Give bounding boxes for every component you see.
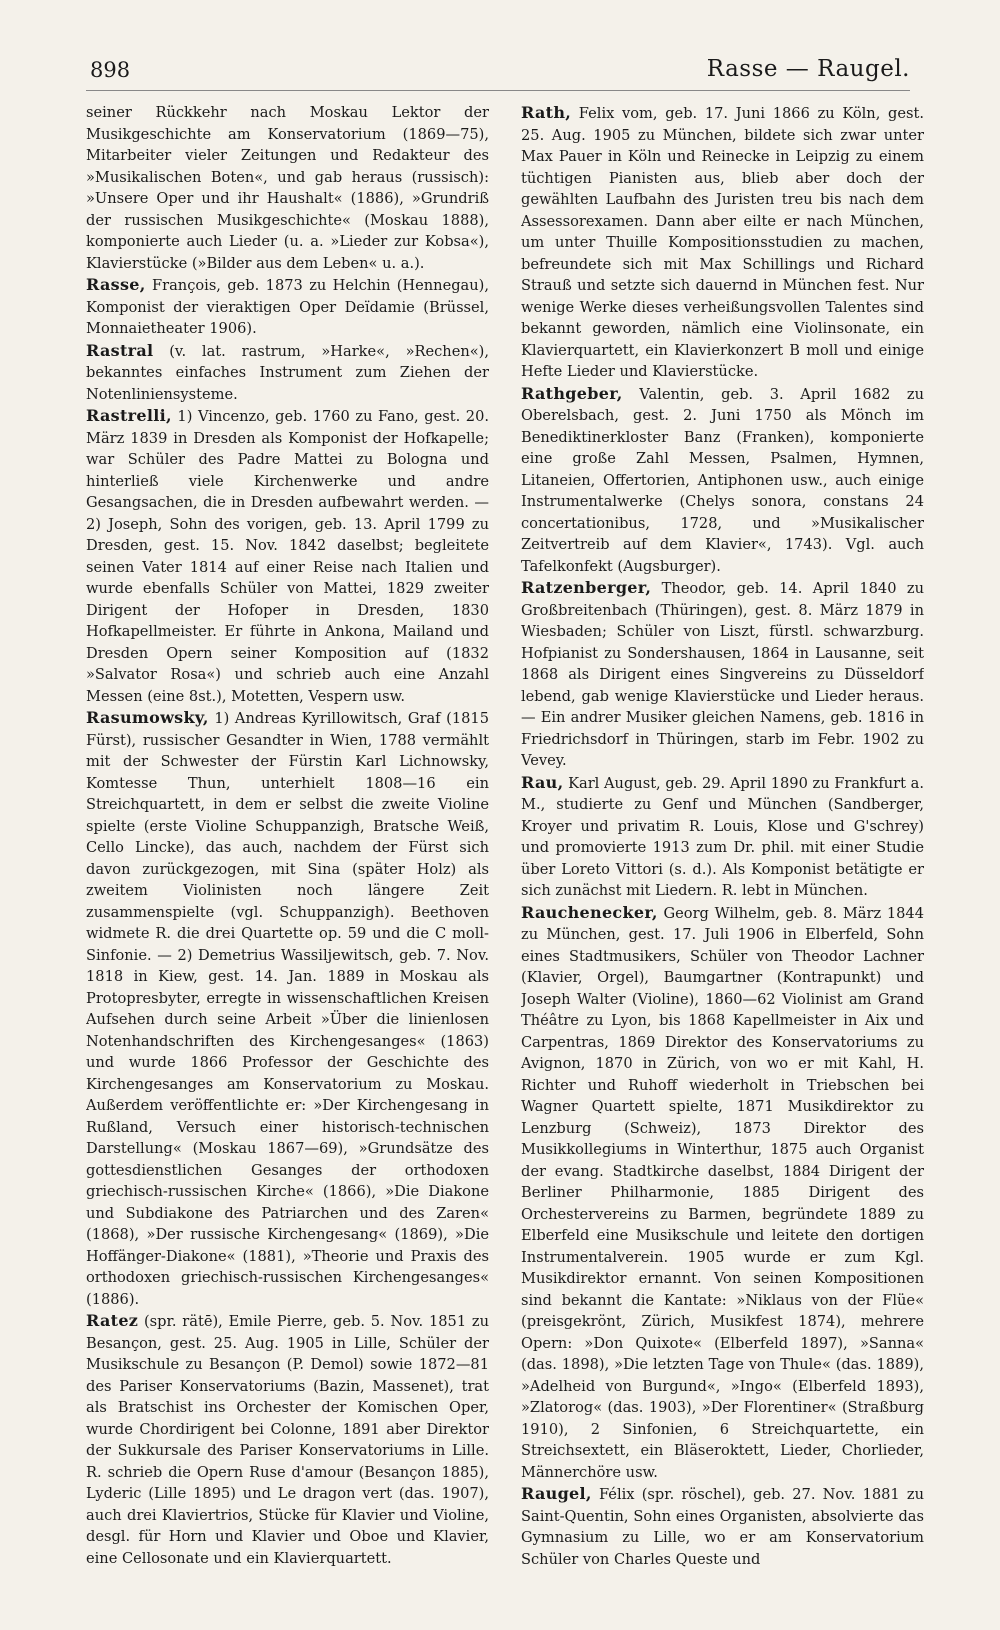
entry-continuation xyxy=(86,102,489,274)
entry-rastral xyxy=(86,340,489,406)
entry-rasse xyxy=(86,274,489,340)
entry-headword: Rauchenecker, xyxy=(521,902,658,922)
entry-headword: Rath, xyxy=(521,103,572,122)
entry-rastrelli xyxy=(86,405,489,707)
entry-headword: Rasse, xyxy=(86,275,146,294)
running-head: Rasse — Raugel. xyxy=(706,56,910,82)
entry-text: 1) Vincenzo, geb. 1760 zu Fano, gest. 20. März 1839 in Dresden als Komponist der Hofkapelle; war Schüler des Padre Mattei zu Bologna und hinterließ viele Kirchenwerke und andre Gesangsachen, die in Dresden aufbewahrt werden. — 2) Joseph, Sohn des vorigen, geb. 13. April 1799 zu Dresden, gest. 15. Nov. 1842 daselbst; begleitete seinen Vater 1814 auf einer Reise nach Italien und wurde ebenfalls Schüler von Mattei, 1829 zweiter Dirigent der Hofoper in Dresden, 1830 Hofkapellmeister. Er führte in Ankona, Mailand und Dresden Opern seiner Komposition auf (1832 »Salvator Rosa«) und schrieb auch eine Anzahl Messen (eine 8st.), Motetten, Vespern usw. xyxy=(86,408,489,705)
entry-headword: Rastral xyxy=(86,340,154,360)
right-column xyxy=(521,102,924,1597)
entry-headword: Rathgeber, xyxy=(521,383,623,403)
entry-headword: Ratez xyxy=(86,1311,139,1330)
entry-raugel xyxy=(521,1483,924,1570)
entry-text: 1) Andreas Kyrillowitsch, Graf (1815 Fürst), russischer Gesandter in Wien, 1788 vermählt mit der Schwester der Fürstin Karl Lichnowsky, Komtesse Thun, unterhielt 1808—16 ein Streichquartett, in dem er selbst die zweite Violine spielte (erste Violine Schuppanzigh, Bratsche Weiß, Cello Lincke), das auch, nachdem der Fürst sich davon zurückgezogen, mit Sina (später Holz) als zweitem Violinisten noch längere Zeit zusammenspielte (vgl. Schuppanzigh). Beethoven widmete R. die drei Quartette op. 59 und die C moll-Sinfonie. — 2) Demetrius Wassiljewitsch, geb. 7. Nov. 1818 in Kiew, gest. 14. Jan. 1889 in Moskau als Protopresbyter, erregte in wissenschaftlichen Kreisen Aufsehen durch seine Arbeit »Über die linienlosen Notenhandschriften des Kirchengesanges« (1863) und wurde 1866 Professor der Geschichte des Kirchengesanges am Konservatorium zu Moskau. Außerdem veröffentlichte er: »Der Kirchengesang in Rußland, Versuch einer historisch-technischen Darstellung« (Moskau 1867—69), »Grundsätze des gottesdienstlichen Gesanges der orthodoxen griechisch-russischen Kirche« (1866), »Die Diakone und Subdiakone des Patriarchen und des Zaren« (1868), »Der russische Kirchengesang« (1869), »Die Hoffänger-Diakone« (1881), »Theorie und Praxis des orthodoxen griechisch-russischen Kirchengesanges« (1886). xyxy=(86,710,489,1308)
entry-headword: Rau, xyxy=(521,772,564,792)
page-number: 898 xyxy=(90,58,131,82)
entry-text: Theodor, geb. 14. April 1840 zu Großbreitenbach (Thüringen), gest. 8. März 1879 in Wiesbaden; Schüler von Liszt, fürstl. schwarzburg. Hofpianist zu Sondershausen, 1864 in Lausanne, seit 1868 als Dirigent eines Singvereins zu Düsseldorf lebend, gab wenige Klavierstücke und Lieder heraus. — Ein andrer Musiker gleichen Namens, geb. 1816 in Friedrichsdorf in Thüringen, starb im Febr. 1902 zu Vevey. xyxy=(521,580,924,769)
entry-rau xyxy=(521,772,924,902)
entry-rath xyxy=(521,102,924,383)
entry-ratzenberger xyxy=(521,577,924,772)
entry-text: Valentin, geb. 3. April 1682 zu Oberelsbach, gest. 2. Juni 1750 als Mönch im Benediktinerkloster Banz (Franken), komponierte eine große Zahl Messen, Psalmen, Hymnen, Litaneien, Offertorien, Antiphonen usw., auch einige Instrumentalwerke (Chelys sonora, constans 24 concertationibus, 1728, und »Musikalischer Zeitvertreib auf dem Klavier«, 1743). Vgl. auch Tafelkonfekt (Augsburger). xyxy=(521,385,924,575)
entry-headword: Rastrelli, xyxy=(86,406,172,425)
entry-headword: Raugel, xyxy=(521,1484,592,1503)
entry-text: seiner Rückkehr nach Moskau Lektor der Musikgeschichte am Konservatorium (1869—75), Mitarbeiter vieler Zeitungen und Redakteur des »Musikalischen Boten«, und gab heraus (russisch): »Unsere Oper und ihr Haushalt« (1886), »Grundriß der russischen Musikgeschichte« (Moskau 1888), komponierte auch Lieder (u. a. »Lieder zur Kobsa«), Klavierstücke (»Bilder aus dem Leben« u. a.). xyxy=(86,104,489,272)
entry-rasumowsky xyxy=(86,707,489,1310)
entry-ratez xyxy=(86,1310,489,1569)
entry-text: Karl August, geb. 29. April 1890 zu Frankfurt a. M., studierte zu Genf und München (Sandberger, Kroyer und privatim R. Louis, Klose und G'schrey) und promovierte 1913 zum Dr. phil. mit einer Studie über Loreto Vittori (s. d.). Als Komponist betätigte er sich zunächst mit Liedern. R. lebt in München. xyxy=(521,774,924,899)
entry-text: (spr. rätē), Emile Pierre, geb. 5. Nov. 1851 zu Besançon, gest. 25. Aug. 1905 in Lille, Schüler der Musikschule zu Besançon (P. Demol) sowie 1872—81 des Pariser Konservatoriums (Bazin, Massenet), trat als Bratschist ins Orchester der Komischen Oper, wurde Chordirigent bei Colonne, 1891 aber Direktor der Sukkursale des Pariser Konservatoriums in Lille. R. schrieb die Opern Ruse d'amour (Besançon 1885), Lyderic (Lille 1895) und Le dragon vert (das. 1907), auch drei Klaviertrios, Stücke für Klavier und Violine, desgl. für Horn und Klavier und Oboe und Klavier, eine Cellosonate und ein Klavierquartett. xyxy=(86,1313,489,1567)
entry-rathgeber xyxy=(521,383,924,578)
entry-headword: Ratzenberger, xyxy=(521,578,652,597)
left-column xyxy=(86,102,489,1597)
page-header xyxy=(86,56,910,91)
entry-headword: Rasumowsky, xyxy=(86,708,209,727)
entry-text: François, geb. 1873 zu Helchin (Hennegau), Komponist der vieraktigen Oper Deïdamie (Brüssel, Monnaietheater 1906). xyxy=(86,277,489,337)
entry-rauchenecker xyxy=(521,902,924,1484)
entry-text: Félix (spr. röschel), geb. 27. Nov. 1881 zu Saint-Quentin, Sohn eines Organisten, absolvierte das Gymnasium zu Lille, wo er am Konservatorium Schüler von Charles Queste und xyxy=(521,1486,924,1568)
entry-text: (v. lat. rastrum, »Harke«, »Rechen«), bekanntes einfaches Instrument zum Ziehen der Notenliniensysteme. xyxy=(86,342,489,403)
entry-text: Felix vom, geb. 17. Juni 1866 zu Köln, gest. 25. Aug. 1905 zu München, bildete sich zwar unter Max Pauer in Köln und Reinecke in Leipzig zu einem tüchtigen Pianisten aus, blieb aber doch der gewählten Laufbahn des Juristen treu bis nach dem Assessorexamen. Dann aber eilte er nach München, um unter Thuille Kompositionsstudien zu machen, befreundete sich mit Max Schillings und Richard Strauß und setzte sich dauernd in München fest. Nur wenige Werke dieses verheißungsvollen Talentes sind bekannt geworden, nämlich eine Violinsonate, ein Klavierquartett, ein Klavierkonzert B moll und einige Hefte Lieder und Klavierstücke. xyxy=(521,105,924,380)
entry-text: Georg Wilhelm, geb. 8. März 1844 zu München, gest. 17. Juli 1906 in Elberfeld, Sohn eines Stadtmusikers, Schüler von Theodor Lachner (Klavier, Orgel), Baumgartner (Kontrapunkt) und Joseph Walter (Violine), 1860—62 Violinist am Grand Théâtre zu Lyon, bis 1868 Kapellmeister in Aix und Carpentras, 1869 Direktor des Konservatoriums zu Avignon, 1870 in Zürich, von wo er mit Kahl, H. Richter und Ruhoff wiederholt in Triebschen bei Wagner Quartett spielte, 1871 Musikdirektor zu Lenzburg (Schweiz), 1873 Direktor des Musikkollegiums in Winterthur, 1875 auch Organist der evang. Stadtkirche daselbst, 1884 Dirigent der Berliner Philharmonie, 1885 Dirigent des Orchestervereins zu Barmen, begründete 1889 zu Elberfeld eine Musikschule und leitete den dortigen Instrumentalverein. 1905 wurde er zum Kgl. Musikdirektor ernannt. Von seinen Kompositionen sind bekannt die Kantate: »Niklaus von der Flüe« (preisgekrönt, Zürich, Musikfest 1874), mehrere Opern: »Don Quixote« (Elberfeld 1897), »Sanna« (das. 1898), »Die letzten Tage von Thule« (das. 1889), »Adelheid von Burgund«, »Ingo« (Elberfeld 1893), »Zlatorog« (das. 1903), »Der Florentiner« (Straßburg 1910), 2 Sinfonien, 6 Streichquartette, ein Streichsextett, ein Bläseroktett, Lieder, Chorlieder, Männerchöre usw. xyxy=(521,904,924,1481)
